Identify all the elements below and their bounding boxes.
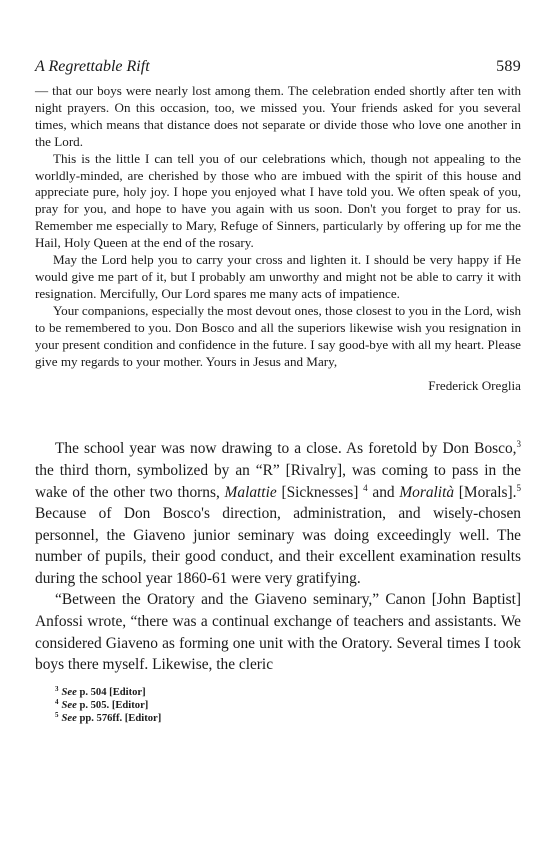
narrative-paragraph: “Between the Oratory and the Giaveno seminary,” Canon [John Baptist] Anfossi wrote, “there was a continual exchange of teachers and assistants. We considered Giaveno as forming one unit with the Oratory. Several times I took boys there myself. Likewise, the cleric — [35, 591, 521, 674]
footnote-ref: 3 — [516, 439, 521, 450]
text-run: [Morals]. — [454, 483, 517, 501]
footnote — [55, 712, 521, 725]
footnote-text: p. 505. [Editor] — [76, 699, 149, 711]
footnote-see: See — [61, 712, 77, 724]
footnotes — [55, 686, 521, 725]
letter-excerpt — [35, 83, 521, 395]
footnote-ref: 4 — [363, 482, 368, 493]
letter-paragraph: This is the little I can tell you of our celebrations which, though not appealing to the worldly-minded, are cherished by those who are imbued with the spirit of this house and appreciate pure, holy joy. I hope you enjoyed what I have told you. We often speak of you, pray for you, and hope to have you again with us soon. Don't you forget to pray for us. Remember me especially to Mary, Refuge of Sinners, particularly by offering up for me the Hail, Holy Queen at the end of the rosary. — [35, 150, 521, 251]
footnote-see: See — [61, 699, 77, 711]
footnote-number: 5 — [55, 710, 59, 719]
footnote — [55, 686, 521, 699]
letter-paragraph: Your companions, especially the most devout ones, those closest to you in the Lord, wish to be remembered to you. Don Bosco and all the superiors likewise wish you resignation in your present condition and confidence in the future. I say good-bye with all my heart. Please give my regards to your mother. Yours in Jesus and Mary, — [35, 302, 521, 369]
book-page — [35, 58, 521, 725]
footnote — [55, 699, 521, 712]
footnote-text: pp. 576ff. [Editor] — [76, 712, 162, 724]
running-head — [35, 58, 521, 80]
footnote-ref: 5 — [516, 482, 521, 493]
letter-paragraph: May the Lord help you to carry your cross and lighten it. I should be very happy if He would give me part of it, but I probably am unworthy and might not be able to carry it with resignation. Mercifully, Our Lord spares me many acts of impatience. — [35, 252, 521, 301]
letter-signature: Frederick Oreglia — [428, 378, 521, 394]
footnote-number: 3 — [55, 684, 59, 693]
page-number: 589 — [496, 58, 521, 75]
footnote-see: See — [61, 686, 77, 698]
letter-paragraph: — that our boys were nearly lost among them. The celebration ended shortly after ten with night prayers. On this occasion, too, we missed you. Your friends asked for you several times, which means that distance does not separate or divide those who love one another in the Lord. — [35, 83, 521, 149]
text-run: Because of Don Bosco's direction, administration, and wisely-chosen personnel, the Giaveno junior seminary was doing exceedingly well. The number of pupils, their good conduct, and their excellent examination results during the school year 1860-61 were very gratifying. — [35, 505, 521, 587]
italic-term: Moralità — [399, 483, 455, 501]
text-run: and — [367, 483, 400, 501]
narrative-paragraph — [35, 438, 521, 589]
text-run: the third thorn, symbolized by an “R” [Rivalry], was coming to pass in the wake of the other two thorns, — [35, 461, 521, 501]
text-run: [Sicknesses] — [276, 483, 364, 501]
footnote-text: p. 504 [Editor] — [76, 686, 146, 698]
text-run: The school year was now drawing to a close. As foretold by Don Bosco, — [55, 440, 517, 458]
footnote-number: 4 — [55, 697, 59, 706]
italic-term: Malattie — [224, 483, 277, 501]
narrative-text — [35, 438, 521, 676]
running-title: A Regrettable Rift — [35, 58, 150, 75]
